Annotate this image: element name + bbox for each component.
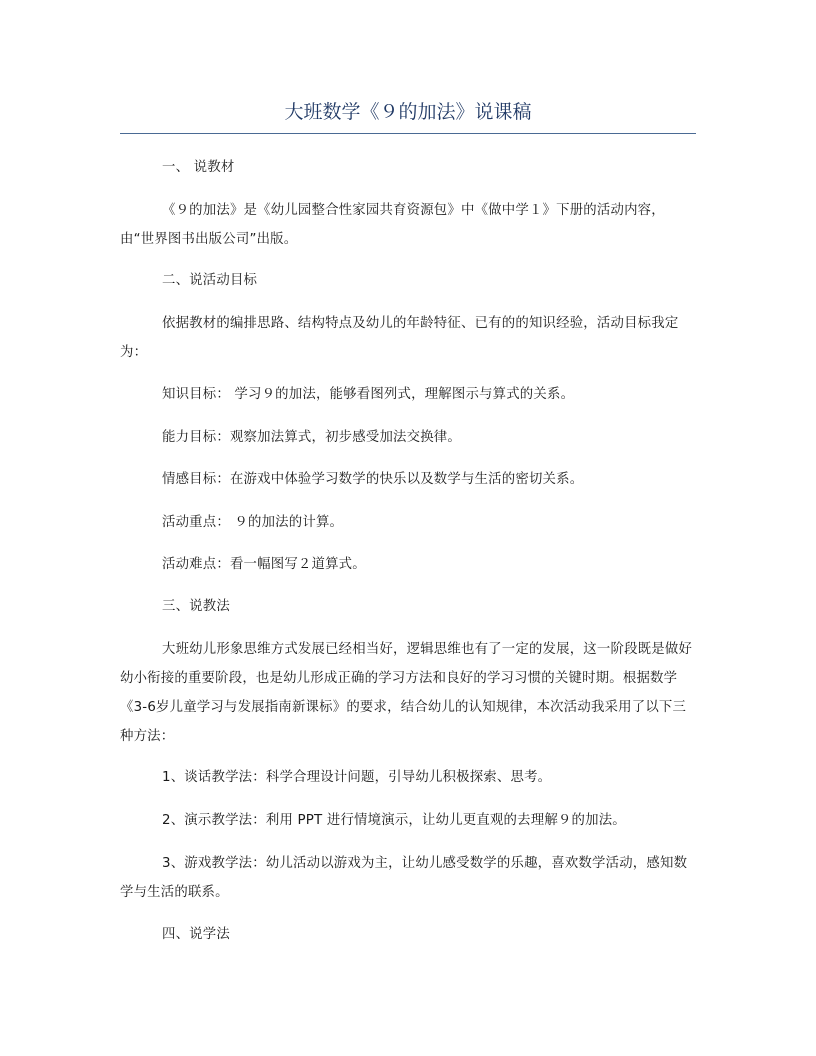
heading-activity-goals: 二、说活动目标	[162, 273, 258, 288]
paragraph-emotion-goal: 情感目标：在游戏中体验学习数学的快乐以及数学与生活的密切关系。	[162, 472, 584, 487]
paragraph-knowledge-goal: 知识目标： 学习９的加法，能够看图列式，理解图示与算式的关系。	[162, 387, 575, 402]
paragraph-method-conversation: 1、谈话教学法：科学合理设计问题，引导幼儿积极探索、思考。	[162, 770, 552, 785]
heading-teaching-methods: 三、说教法	[162, 599, 230, 614]
title-underline	[120, 133, 696, 134]
paragraph-methods-intro: 大班幼儿形象思维方式发展已经相当好，逻辑思维也有了一定的发展，这一阶段既是做好幼小衔接的重要阶段，也是幼儿形成正确的学习方法和良好的学习习惯的关键时期。根据数学《3-6岁儿童学习与发展指南新课标》的要求，结合幼儿的认知规律，本次活动我采用了以下三种方法：	[120, 642, 693, 744]
paragraph-material-description: 《９的加法》是《幼儿园整合性家园共育资源包》中《做中学１》下册的活动内容，由“世界图书出版公司”出版。	[120, 203, 665, 247]
heading-teaching-material: 一、 说教材	[162, 160, 235, 175]
paragraph-method-game: 3、游戏教学法：幼儿活动以游戏为主，让幼儿感受数学的乐趣，喜欢数学活动，感知数学与生活的联系。	[120, 856, 688, 900]
document-title: 大班数学《９的加法》说课稿	[284, 101, 532, 123]
paragraph-goals-intro: 依据教材的编排思路、结构特点及幼儿的年龄特征、已有的的知识经验，活动目标我定为：	[120, 316, 679, 360]
heading-learning-methods: 四、说学法	[162, 927, 230, 942]
paragraph-key-point: 活动重点： ９的加法的计算。	[162, 515, 344, 530]
paragraph-difficult-point: 活动难点：看一幅图写２道算式。	[162, 557, 366, 572]
paragraph-method-demonstration: 2、演示教学法：利用 PPT 进行情境演示，让幼儿更直观的去理解９的加法。	[162, 813, 626, 828]
paragraph-ability-goal: 能力目标：观察加法算式，初步感受加法交换律。	[162, 430, 461, 445]
